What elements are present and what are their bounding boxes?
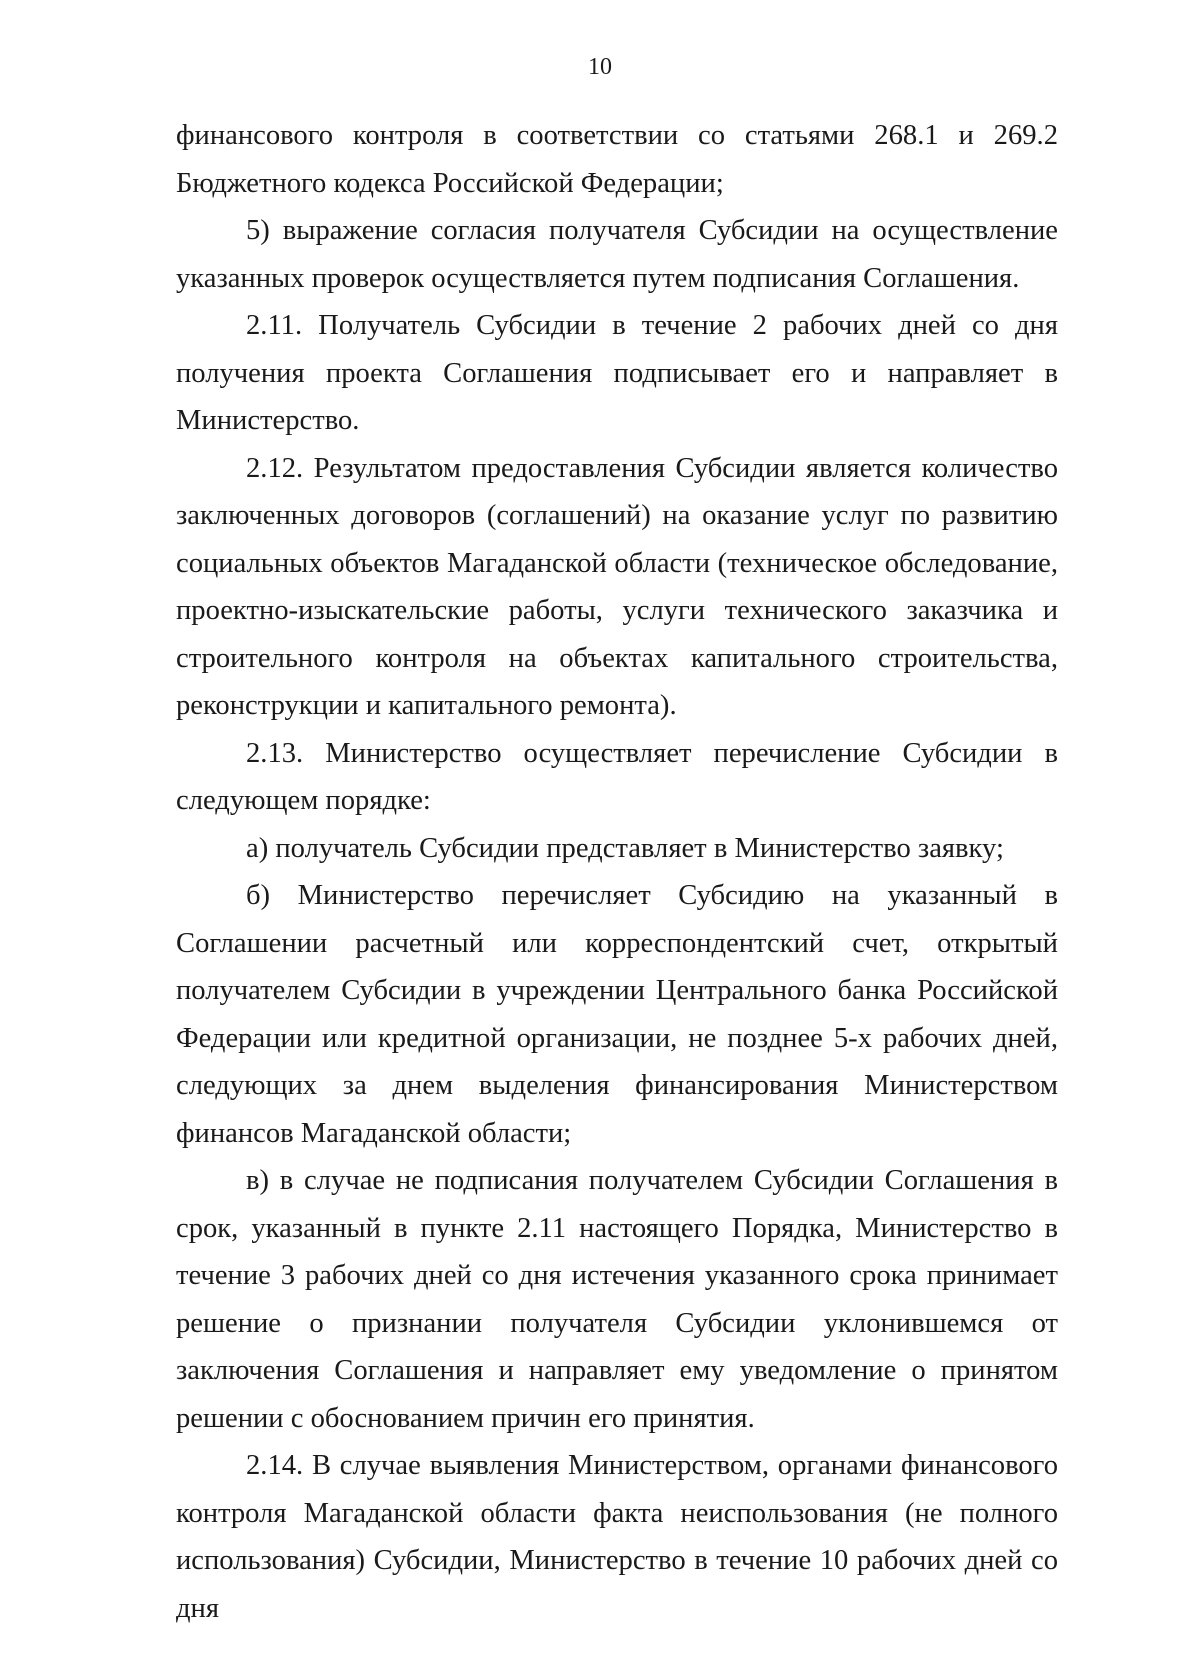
paragraph-2-14: 2.14. В случае выявления Министерством, органами финансового контроля Магаданской области факта неиспользования (не полного использования) Субсидии, Министерство в течение 10 рабочих дней со дня [176, 1450, 1058, 1624]
document-body [176, 112, 1058, 1632]
paragraph-item-v: в) в случае не подписания получателем Субсидии Соглашения в срок, указанный в пункте 2.11 настоящего Порядка, Министерство в течение 3 рабочих дней со дня истечения указанного срока принимает решение о признании получателя Субсидии уклонившемся от заключения Соглашения и направляет ему уведомление о принятом решении с обоснованием причин его принятия. [176, 1165, 1058, 1434]
paragraph-2-12: 2.12. Результатом предоставления Субсидии является количество заключенных договоров (соглашений) на оказание услуг по развитию социальных объектов Магаданской области (техническое обследование, проектно-изыскательские работы, услуги технического заказчика и строительного контроля на объектах капитального строительства, реконструкции и капитального ремонта). [176, 452, 1058, 721]
page-number: 10 [588, 54, 612, 80]
paragraph-2-11: 2.11. Получатель Субсидии в течение 2 рабочих дней со дня получения проекта Соглашения подписывает его и направляет в Министерство. [176, 310, 1058, 436]
paragraph-item-a: а) получатель Субсидии представляет в Министерство заявку; [246, 832, 1004, 864]
paragraph-item-b: б) Министерство перечисляет Субсидию на указанный в Соглашении расчетный или корреспондентский счет, открытый получателем Субсидии в учреждении Центрального банка Российской Федерации или кредитной организации, не позднее 5-х рабочих дней, следующих за днем выделения финансирования Министерством финансов Магаданской области; [176, 880, 1058, 1149]
paragraph-continued: финансового контроля в соответствии со статьями 268.1 и 269.2 Бюджетного кодекса Российской Федерации; [176, 120, 1058, 199]
paragraph-2-13: 2.13. Министерство осуществляет перечисление Субсидии в следующем порядке: [176, 737, 1058, 816]
paragraph-item-5: 5) выражение согласия получателя Субсидии на осуществление указанных проверок осуществляется путем подписания Соглашения. [176, 215, 1058, 294]
